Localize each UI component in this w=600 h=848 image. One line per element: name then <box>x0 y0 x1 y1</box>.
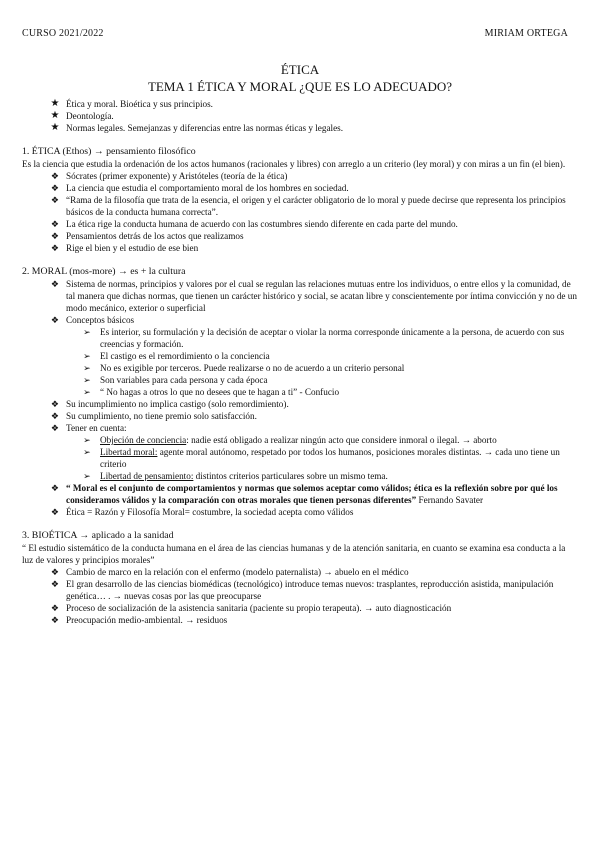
term: Libertad de pensamiento: <box>100 471 194 481</box>
list-item: ❖ “Rama de la filosofía que trata de la esencia, el origen y el carácter obligatorio de lo moral y puede decirse que representa los principios básicos de la conducta humana correcta”. <box>22 194 578 218</box>
list-item: ★ Deontología. <box>22 110 578 122</box>
list-item: ❖ Cambio de marco en la relación con el enfermo (modelo paternalista) → abuelo en el médico <box>22 566 578 578</box>
list-item: ❖ La ética rige la conducta humana de acuerdo con las costumbres siendo diferente en cada parte del mundo. <box>22 218 578 230</box>
section-heading: 3. BIOÉTICA → aplicado a la sanidad <box>22 530 174 541</box>
diamond-bullet-icon: ❖ <box>50 507 60 517</box>
term: Objeción de conciencia <box>100 435 187 445</box>
diamond-bullet-icon: ❖ <box>50 423 60 433</box>
arrow-bullet-icon: ➢ <box>83 363 91 373</box>
list-item: ➢ El castigo es el remordimiento o la conciencia <box>22 350 578 362</box>
star-bullet-icon: ★ <box>50 122 60 133</box>
diamond-bullet-icon: ❖ <box>50 219 60 229</box>
list-item: ❖ Su cumplimiento, no tiene premio solo satisfacción. <box>22 410 578 422</box>
moral-list-end <box>22 482 578 518</box>
list-item: ❖ Preocupación medio-ambiental. → residuos <box>22 614 578 626</box>
diamond-bullet-icon: ❖ <box>50 279 60 289</box>
star-bullet-icon: ★ <box>50 110 60 121</box>
list-item: ❖ Sócrates (primer exponente) y Aristóteles (teoría de la ética) <box>22 170 578 182</box>
section-moral <box>22 266 578 518</box>
diamond-bullet-icon: ❖ <box>50 483 60 493</box>
diamond-bullet-icon: ❖ <box>50 315 60 325</box>
arrow-bullet-icon: ➢ <box>83 447 91 457</box>
list-item: ➢ Objeción de conciencia: nadie está obligado a realizar ningún acto que considere inmoral o ilegal. → aborto <box>22 434 578 446</box>
author-header: MIRIAM ORTEGA <box>484 28 568 39</box>
list-item: ➢ No es exigible por terceros. Puede realizarse o no de acuerdo a un criterio personal <box>22 362 578 374</box>
term: Libertad moral: <box>100 447 158 457</box>
arrow-bullet-icon: ➢ <box>83 387 91 397</box>
list-item: ➢ Libertad de pensamiento: distintos criterios particulares sobre un mismo tema. <box>22 470 578 482</box>
arrow-bullet-icon: ➢ <box>83 351 91 361</box>
list-item: ★ Normas legales. Semejanzas y diferencias entre las normas éticas y legales. <box>22 122 578 134</box>
list-item: ❖ Ética = Razón y Filosofía Moral= costumbre, la sociedad acepta como válidos <box>22 506 578 518</box>
star-bullet-icon: ★ <box>50 98 60 109</box>
diamond-bullet-icon: ❖ <box>50 567 60 577</box>
diamond-bullet-icon: ❖ <box>50 399 60 409</box>
section-definition: Es la ciencia que estudia la ordenación de los actos humanos (racionales y libres) con arreglo a un criterio (ley moral) y con miras a un fin (el bien). <box>22 159 566 169</box>
list-item: ❖ El gran desarrollo de las ciencias biomédicas (tecnológico) introduce temas nuevos: trasplantes, reproducción asistida, manipulación genética… . → nuevas cosas por las que preocuparse <box>22 578 578 602</box>
arrow-bullet-icon: ➢ <box>83 471 91 481</box>
moral-list <box>22 278 578 326</box>
section-heading: 2. MORAL (mos-more) → es + la cultura <box>22 266 186 277</box>
list-item: ❖ La ciencia que estudia el comportamiento moral de los hombres en sociedad. <box>22 182 578 194</box>
arrow-bullet-icon: ➢ <box>83 375 91 385</box>
diamond-bullet-icon: ❖ <box>50 411 60 421</box>
moral-list-continued <box>22 398 578 434</box>
list-item: ❖ Su incumplimiento no implica castigo (solo remordimiento). <box>22 398 578 410</box>
document-title: ÉTICA <box>280 62 320 77</box>
list-item: ❖ Sistema de normas, principios y valores por el cual se regulan las relaciones mutuas entre los individuos, o entre ellos y la comunidad, de tal manera que dichas normas, que tienen un carácter histórico y social, se acatan libre y conscientemente por íntima convicción y no de un modo mecánico, exterior o superficial <box>22 278 578 314</box>
course-header: CURSO 2021/2022 <box>22 28 104 39</box>
diamond-bullet-icon: ❖ <box>50 171 60 181</box>
intro-list <box>22 98 578 134</box>
document-body <box>22 98 578 626</box>
section-bioetica <box>22 530 578 626</box>
etica-list <box>22 170 578 254</box>
list-item: ➢ “ No hagas a otros lo que no desees que te hagan a ti” - Confucio <box>22 386 578 398</box>
diamond-bullet-icon: ❖ <box>50 195 60 205</box>
tener-en-cuenta-list <box>22 434 578 482</box>
arrow-bullet-icon: ➢ <box>83 327 91 337</box>
list-item: ➢ Libertad moral: agente moral autónomo, respetado por todos los humanos, posiciones morales distintas. → cada uno tiene un criterio <box>22 446 578 470</box>
diamond-bullet-icon: ❖ <box>50 615 60 625</box>
list-item: ➢ Son variables para cada persona y cada época <box>22 374 578 386</box>
list-item: ❖ Conceptos básicos <box>22 314 578 326</box>
section-etica <box>22 146 578 254</box>
diamond-bullet-icon: ❖ <box>50 579 60 589</box>
list-item: ❖ Tener en cuenta: <box>22 422 578 434</box>
list-item: ➢ Es interior, su formulación y la decisión de aceptar o violar la norma corresponde únicamente a la persona, de acuerdo con sus creencias y formación. <box>22 326 578 350</box>
diamond-bullet-icon: ❖ <box>50 603 60 613</box>
list-item <box>22 482 578 506</box>
diamond-bullet-icon: ❖ <box>50 243 60 253</box>
section-heading: 1. ÉTICA (Ethos) → pensamiento filosófico <box>22 146 196 157</box>
conceptos-list <box>22 326 578 398</box>
section-definition: “ El estudio sistemático de la conducta humana en el área de las ciencias humanas y de la atención sanitaria, en cuanto se examina esa conducta a la luz de valores y principios morales” <box>22 543 566 565</box>
diamond-bullet-icon: ❖ <box>50 183 60 193</box>
list-item: ❖ Proceso de socialización de la asistencia sanitaria (paciente su propio terapeuta). → auto diagnosticación <box>22 602 578 614</box>
bioetica-list <box>22 566 578 626</box>
savater-quote: “ Moral es el conjunto de comportamientos y normas que solemos aceptar como válidos; ética es la reflexión sobre por qué los consideramos válidos y la comparación con otras morales que tienen personas diferentes” <box>66 483 558 505</box>
arrow-bullet-icon: ➢ <box>83 435 91 445</box>
diamond-bullet-icon: ❖ <box>50 231 60 241</box>
list-item: ❖ Pensamientos detrás de los actos que realizamos <box>22 230 578 242</box>
list-item: ★ Ética y moral. Bioética y sus principios. <box>22 98 578 110</box>
topic-title: TEMA 1 ÉTICA Y MORAL ¿QUE ES LO ADECUADO? <box>147 79 453 94</box>
quote-author: Fernando Savater <box>416 495 484 505</box>
list-item: ❖ Rige el bien y el estudio de ese bien <box>22 242 578 254</box>
